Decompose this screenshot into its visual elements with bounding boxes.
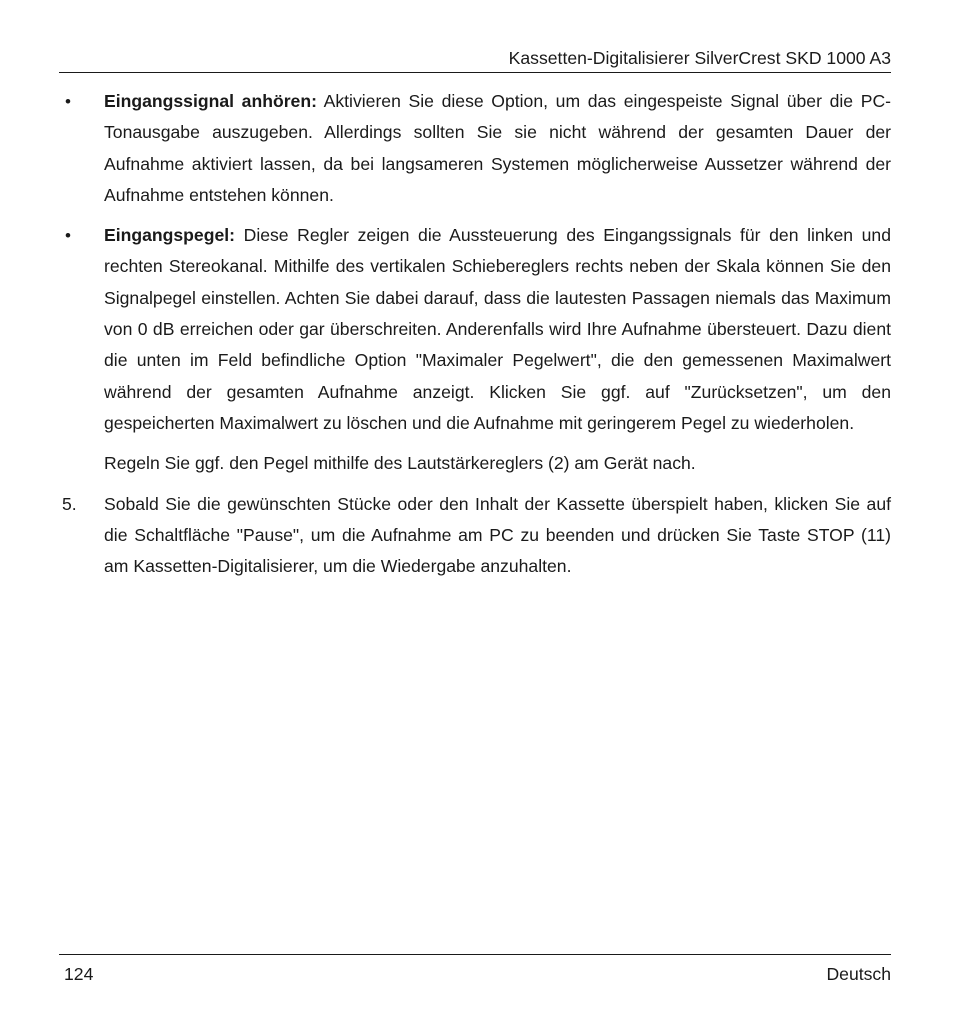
footer-rule: [59, 954, 891, 955]
bullet-marker: •: [65, 92, 71, 111]
step-item-5: [59, 489, 891, 583]
bullet-item-input-monitoring: [59, 86, 891, 211]
term-label: Eingangssignal anhören:: [104, 91, 317, 111]
header-rule: [59, 72, 891, 73]
term-description: Aktivieren Sie diese Option, um das eingespeiste Signal über die PC-Tonausgabe auszugeben. Allerdings sollten Sie sie nicht während der gesamten Dauer der Aufnahme aktiviert lassen, da bei langsameren Systemen möglicherweise Aussetzer während der Aufnahme entstehen können.: [104, 91, 892, 205]
bullet-item-input-level: [59, 220, 891, 439]
page-body: [59, 86, 891, 591]
page-number: 124: [64, 964, 94, 984]
step-paragraph: Sobald Sie die gewünschten Stücke oder den Inhalt der Kassette überspielt haben, klicken Sie auf die Schaltfläche "Pause", um die Aufnahme am PC zu beenden und drücken Sie Taste STOP (11) am Kassetten-Digitalisierer, um die Wiedergabe anzuhalten.: [104, 493, 891, 577]
bullet-paragraph: [104, 220, 891, 439]
footer-language: Deutsch: [826, 964, 891, 984]
term-label: Eingangspegel:: [104, 225, 235, 246]
bullet-paragraph: [104, 86, 891, 211]
term-description: Diese Regler zeigen die Aussteuerung des Eingangssignals für den linken und rechten Stereokanal. Mithilfe des vertikalen Schiebereglers rechts neben der Skala können Sie den Signalpegel einstellen. Achten Sie dabei darauf, dass die lautesten Passagen niemals das Maximum von 0 dB erreichen oder gar überschreiten. Anderenfalls wird Ihre Aufnahme übersteuert. Dazu dient die unten im Feld befindliche Option "Maximaler Pegelwert", die den gemessenen Maximalwert während der gesamten Aufnahme anzeigt. Klicken Sie ggf. auf "Zurücksetzen", um den gespeicherten Maximalwert zu löschen und die Aufnahme mit geringerem Pegel zu wiederholen.: [104, 225, 892, 433]
running-header: Kassetten-Digitalisierer SilverCrest SKD 1000 A3: [508, 48, 891, 68]
step-number: 5.: [62, 493, 77, 514]
note-paragraph: Regeln Sie ggf. den Pegel mithilfe des Lautstärkereglers (2) am Gerät nach.: [104, 453, 696, 474]
bullet-marker: •: [65, 226, 71, 246]
